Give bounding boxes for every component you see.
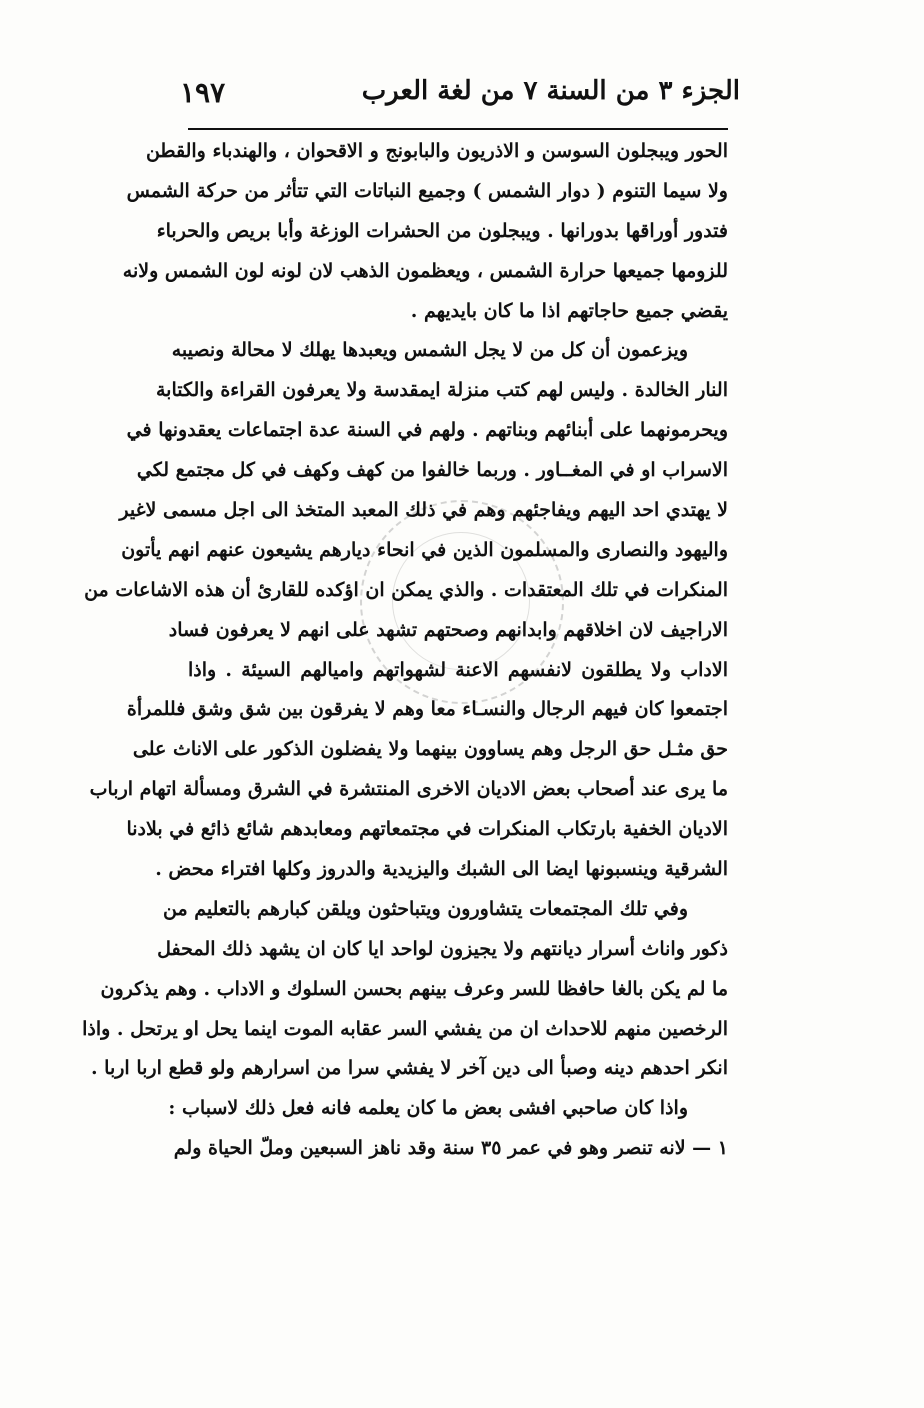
- paragraph-start-line: وفي تلك المجتمعات يتشاورون ويتباحثون ويلقن كبارهم بالتعليم من: [163, 897, 688, 920]
- text-line: انكر احدهم دينه وصبأ الى دين آخر لا يفشي سرا من اسرارهم ولو قطع اربا اربا .: [90, 1057, 728, 1080]
- text-line: اجتمعوا كان فيهم الرجال والنسـاء معا وهم لا يفرقون بين شق وشق فللمرأة: [126, 698, 728, 721]
- text-line: ما يرى عند أصحاب بعض الاديان الاخرى المنتشرة في الشرق ومسألة اتهام ارباب: [89, 778, 728, 801]
- text-line: حق مثـل حق الرجل وهم يساوون بينهما ولا يفضلون الذكور على الاناث على: [132, 738, 728, 761]
- text-line: ولا سيما التنوم ( دوار الشمس ) وجميع النباتات التي تتأثر من حركة الشمس: [126, 179, 728, 202]
- text-line: فتدور أوراقها بدورانها . ويبجلون من الحشرات الوزغة وأبا بريص والحرباء: [156, 219, 728, 242]
- text-line: ما لم يكن بالغا حافظا للسر وعرف بينهم بحسن السلوك و الاداب . وهم يذكرون: [100, 977, 728, 1000]
- text-line: لا يهتدي احد اليهم ويفاجئهم وهم في ذلك المعبد المتخذ الى اجل مسمى لاغير: [119, 499, 728, 522]
- text-line: ذكور واناث أسرار ديانتهم ولا يجيزون لواحد ايا كان ان يشهد ذلك المحفل: [157, 937, 728, 960]
- text-line: الاراجيف لان اخلاقهم وابدانهم وصحتهم تشهد على انهم لا يعرفون فساد: [168, 618, 728, 641]
- text-line: للزومها جميعها حرارة الشمس ، ويعظمون الذهب لان لونه لون الشمس ولانه: [122, 259, 728, 282]
- paragraph-start-line: واذا كان صاحبي افشى بعض ما كان يعلمه فانه فعل ذلك لاسباب :: [168, 1097, 688, 1120]
- list-item-line: ١ — لانه تنصر وهو في عمر ٣٥ سنة وقد ناهز السبعين وملّ الحياة ولم: [173, 1137, 728, 1160]
- text-line: الحور ويبجلون السوسن و الاذريون والبابونج و الاقحوان ، والهندباء والقطن: [145, 140, 728, 162]
- page-number: ١٩٧: [180, 76, 226, 109]
- text-line: الرخصين منهم للاحداث ان من يفشي السر عقابه الموت اينما يحل او يرتحل . واذا: [82, 1017, 728, 1040]
- text-line: النار الخالدة . وليس لهم كتب منزلة ايمقدسة ولا يعرفون القراءة والكتابة: [155, 379, 728, 402]
- text-line: الاديان الخفية بارتكاب المنكرات في مجتمعاتهم ومعابدهم شائع ذائع في بلادنا: [126, 818, 728, 841]
- text-line: المنكرات في تلك المعتقدات . والذي يمكن ان اؤكده للقارئ أن هذه الاشاعات من: [84, 578, 728, 601]
- running-header: [180, 70, 740, 120]
- body-text: [82, 132, 728, 1169]
- text-line: الاسراب او في المغــاور . وربما خالفوا من كهف وكهف في كل مجتمع لكي: [136, 459, 728, 482]
- header-title: الجزء ٣ من السنة ٧ من لغة العرب: [361, 76, 740, 106]
- text-line: يقضي جميع حاجاتهم اذا ما كان بايديهم .: [410, 299, 728, 322]
- paragraph-start-line: ويزعمون أن كل من لا يجل الشمس ويعبدها يهلك لا محالة ونصيبه: [171, 339, 688, 362]
- text-line: واليهود والنصارى والمسلمون الذين في انحاء ديارهم يشيعون عنهم انهم يأتون: [121, 538, 728, 561]
- text-line: الشرقية وينسبونها ايضا الى الشبك واليزيدية والدروز وكلها افتراء محض .: [155, 858, 728, 881]
- header-divider: [188, 128, 728, 130]
- text-line: الاداب ولا يطلقون لانفسهم الاعنة لشهواتهم واميالهم السيئة . واذا: [188, 658, 728, 681]
- text-line: ويحرمونهما على أبنائهم وبناتهم . ولهم في السنة عدة اجتماعات يعقدونها في: [126, 419, 728, 442]
